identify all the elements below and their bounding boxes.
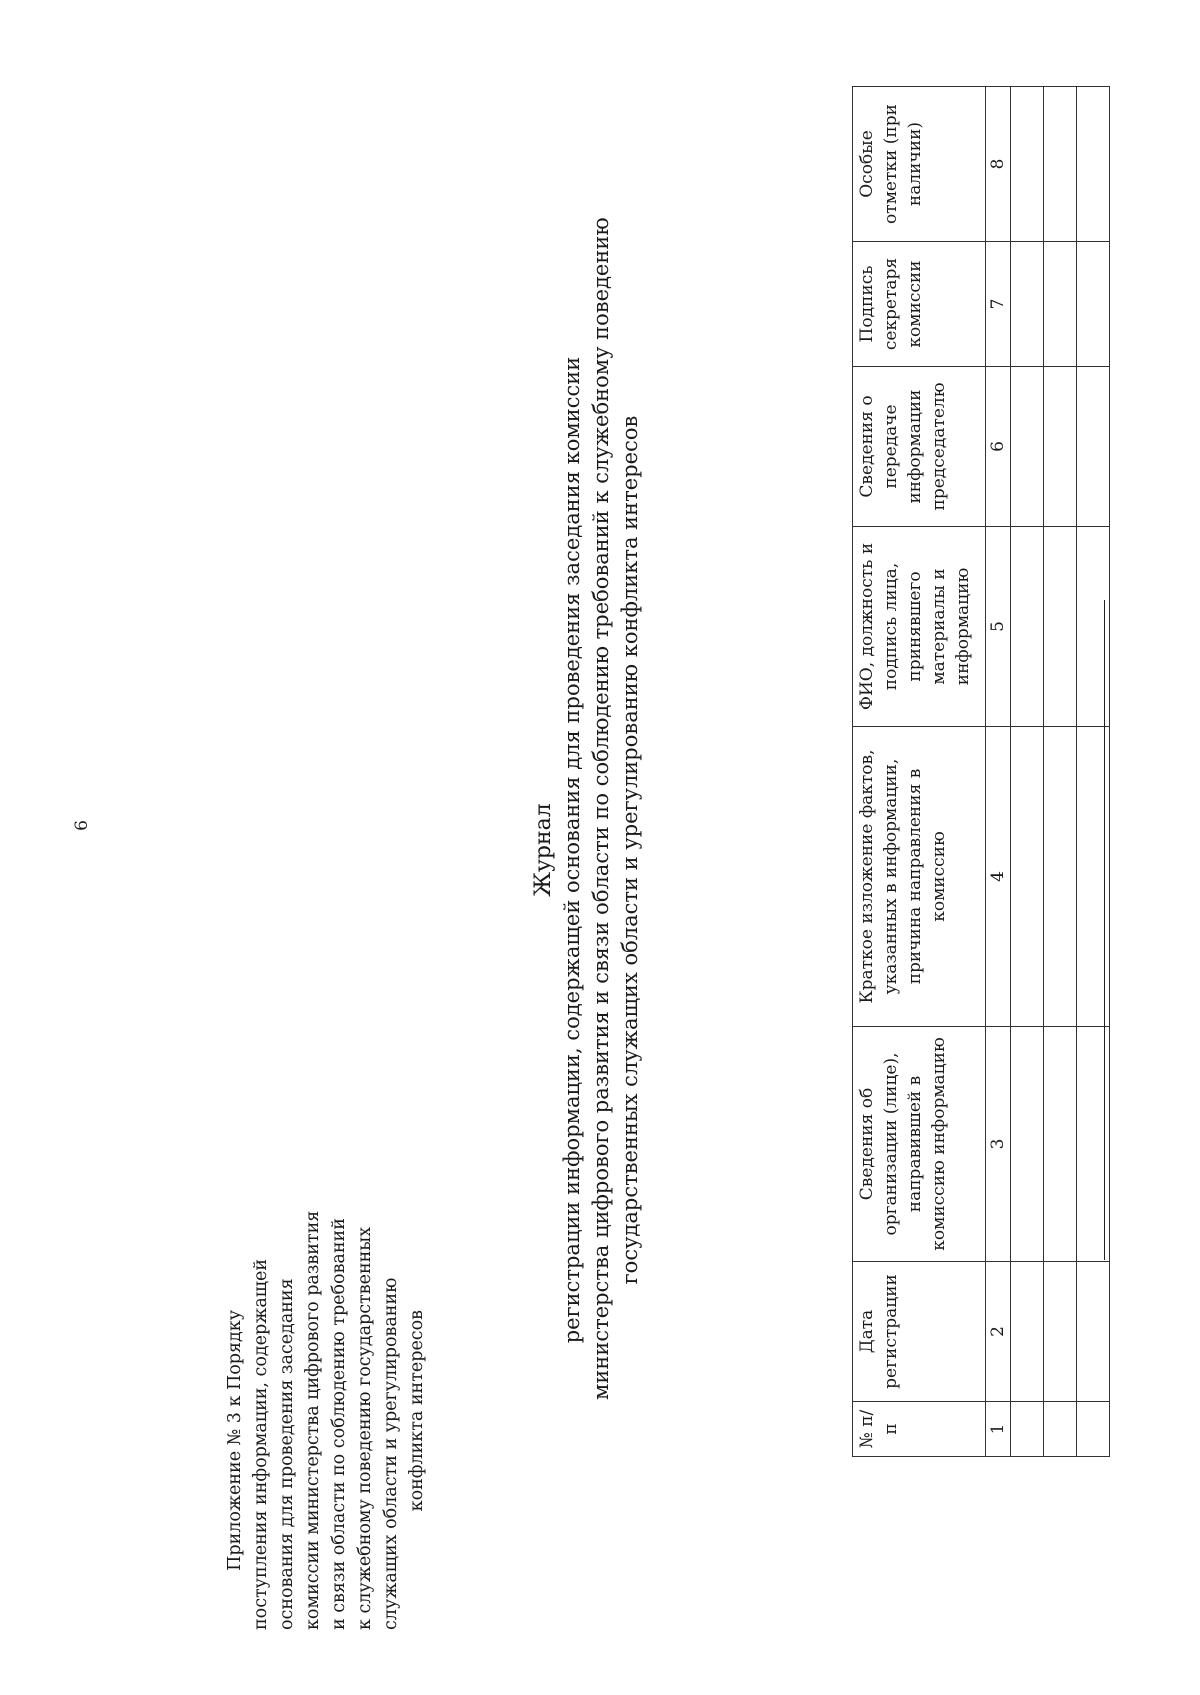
table-cell bbox=[1011, 527, 1044, 727]
column-header: Краткое изложение фактов, указанных в информации, причина направления в комиссию bbox=[853, 727, 986, 1027]
column-header: Сведения о передаче информации председателю bbox=[853, 367, 986, 527]
table-cell bbox=[1011, 727, 1044, 1027]
journal-subtitle-line: государственных служащих области и урегулированию конфликта интересов bbox=[618, 415, 642, 1285]
appendix-note bbox=[222, 1210, 430, 1630]
column-header: Дата регистрации bbox=[853, 1262, 986, 1402]
table-cell bbox=[1044, 87, 1077, 242]
appendix-line: основания для проведения заседания bbox=[277, 1278, 297, 1630]
registration-journal-table bbox=[852, 86, 1110, 1457]
table-cell bbox=[1044, 242, 1077, 367]
column-header: Сведения об организации (лице), направившей в комиссию информацию bbox=[853, 1027, 986, 1262]
column-number: 1 bbox=[986, 1402, 1011, 1457]
column-header: № п/п bbox=[853, 1402, 986, 1457]
table-cell bbox=[1044, 367, 1077, 527]
appendix-line: поступления информации, содержащей bbox=[251, 1258, 271, 1630]
table-cell bbox=[1077, 367, 1110, 527]
column-number: 8 bbox=[986, 87, 1011, 242]
column-number: 6 bbox=[986, 367, 1011, 527]
page-number: 6 bbox=[72, 820, 92, 831]
table-cell bbox=[1077, 1402, 1110, 1457]
table-cell bbox=[1044, 727, 1077, 1027]
journal-title bbox=[529, 217, 645, 1400]
table-cell bbox=[1011, 87, 1044, 242]
table-row bbox=[1011, 87, 1044, 1457]
table-cell bbox=[1011, 242, 1044, 367]
table-cell bbox=[1077, 242, 1110, 367]
table-cell bbox=[1044, 1262, 1077, 1402]
table-cell bbox=[1077, 1262, 1110, 1402]
table-cell bbox=[1044, 1402, 1077, 1457]
column-number: 4 bbox=[986, 727, 1011, 1027]
column-number-row bbox=[986, 87, 1011, 1457]
table-cell bbox=[1011, 1402, 1044, 1457]
table-cell bbox=[1044, 1027, 1077, 1262]
column-number: 3 bbox=[986, 1027, 1011, 1262]
table-header-row bbox=[853, 87, 986, 1457]
table-row bbox=[1044, 87, 1077, 1457]
column-number: 7 bbox=[986, 242, 1011, 367]
appendix-line: Приложение № 3 к Порядку bbox=[225, 1310, 245, 1571]
appendix-line: конфликта интересов bbox=[407, 1310, 427, 1512]
appendix-line: и связи области по соблюдению требований bbox=[329, 1218, 349, 1630]
table-cell bbox=[1011, 367, 1044, 527]
column-number: 2 bbox=[986, 1262, 1011, 1402]
table-cell bbox=[1011, 1262, 1044, 1402]
appendix-line: к служебному поведению государственных bbox=[355, 1226, 375, 1630]
column-header: Подпись секретаря комиссии bbox=[853, 242, 986, 367]
appendix-line: комиссии министерства цифрового развития bbox=[303, 1210, 323, 1630]
closing-rule-line bbox=[1104, 600, 1105, 1260]
table-cell bbox=[1077, 87, 1110, 242]
table-cell bbox=[1044, 527, 1077, 727]
journal-subtitle-line: регистрации информации, содержащей основания для проведения заседания комиссии bbox=[560, 356, 584, 1344]
column-header: Особые отметки (при наличии) bbox=[853, 87, 986, 242]
appendix-line: служащих области и урегулированию bbox=[381, 1277, 401, 1630]
table-cell bbox=[1011, 1027, 1044, 1262]
column-number: 5 bbox=[986, 527, 1011, 727]
journal-heading: Журнал bbox=[531, 803, 556, 897]
journal-subtitle-line: министерства цифрового развития и связи области по соблюдению требований к служебному поведению bbox=[589, 217, 613, 1400]
column-header: ФИО, должность и подпись лица, принявшего материалы и информацию bbox=[853, 527, 986, 727]
